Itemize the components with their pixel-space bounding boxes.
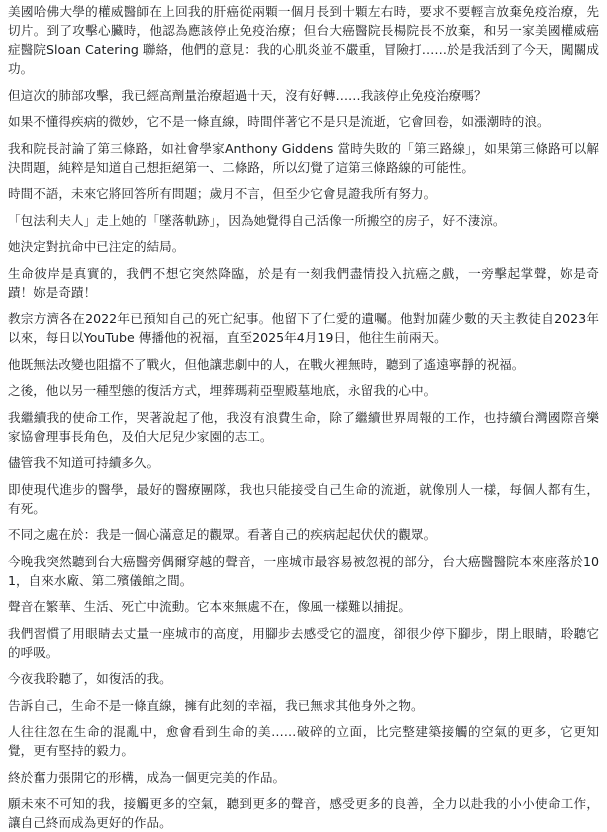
post-paragraph: 不同之處在於：我是一個心滿意足的觀眾。看著自己的疾病起起伏伏的觀眾。 xyxy=(8,527,437,542)
post-paragraph: 今晚我突然聽到台大癌醫旁偶爾穿越的聲音，一座城市最容易被忽視的部分，台大癌醫醫院本來座落於101，自來水廠、第二殯儀館之間。 xyxy=(8,553,599,588)
post-paragraph: 人往往忽在生命的混亂中，愈會看到生命的美……破碎的立面，比完整建築接觸的空氣的更多，它更知覺，更有堅持的毅力。 xyxy=(8,724,599,758)
post-paragraph: 她決定對抗命中已注定的結局。 xyxy=(8,239,185,254)
post-paragraph: 但這次的肺部攻擊，我已經高劑量治療超過十天，沒有好轉……我該停止免疫治療嗎？ xyxy=(8,87,487,103)
post-paragraph: 教宗方濟各在2022年已預知自己的死亡紀事。他留下了仁愛的遺囑。他對加薩少數的天主教徒自2023年以來，每日以YouTube 傳播他的祝福，直至2025年4月19日，他往生前兩天。 xyxy=(8,311,599,345)
post-paragraph: 如果不懂得疾病的微妙，它不是一條直線，時間伴著它不是只是流逝，它會回卷，如漲潮時的浪。 xyxy=(8,114,550,129)
post-paragraph: 聲音在繁華、生活、死亡中流動。它本來無處不在，像風一樣難以捕捉。 xyxy=(8,599,411,614)
post-paragraph: 「包法利夫人」走上她的「墜落軌跡」，因為她覺得自己活像一所搬空的房子，好不淒涼。 xyxy=(8,212,506,228)
post-paragraph: 之後，他以另一種型態的復活方式，埋葬瑪莉亞聖殿墓地底，永留我的心中。 xyxy=(8,383,437,398)
post-paragraph: 我繼續我的使命工作，哭著說起了他，我沒有浪費生命，除了繼續世界周報的工作，也持續台灣國際音樂家協會理事長角色，及伯大尼兒少家園的志工。 xyxy=(8,409,599,444)
post-paragraph: 生命彼岸是真實的，我們不想它突然降臨，於是有一刻我們盡情投入抗癌之戲，一旁擊起掌聲，妳是奇蹟！妳是奇蹟！ xyxy=(8,265,599,300)
post-paragraph: 美國哈佛大學的權威醫師在上回我的肝癌從兩顆一個月長到十顆左右時，要求不要輕言放棄免疫治療，先切片。到了攻擊心臟時，他認為應該停止免疫治療；但台大癌醫院長楊院長不放棄，和另一家美國權威癌症醫院Sloan Catering 聯絡，他們的意見：我的心肌炎並不嚴重，冒險打……於是我活到了今天，闖關成功。 xyxy=(8,4,599,76)
post-paragraph: 時間不語，未來它將回答所有問題；歲月不言，但至少它會見證我所有努力。 xyxy=(8,186,437,201)
post-paragraph: 終於奮力張開它的形構，成為一個更完美的作品。 xyxy=(8,769,286,785)
post-paragraph: 願未來不可知的我，接觸更多的空氣，聽到更多的聲音，感受更多的良善，全力以赴我的小小使命工作，讓自己終而成為更好的作品。 xyxy=(8,796,599,830)
post-paragraph: 他既無法改變也阻擋不了戰火，但他讓悲劇中的人，在戰火裡無時，聽到了遙遠寧靜的祝福。 xyxy=(8,356,525,372)
post-paragraph: 告訴自己，生命不是一條直線，擁有此刻的幸福，我已無求其他身外之物。 xyxy=(8,697,424,713)
post-paragraph: 即使現代進步的醫學，最好的醫療團隊，我也只能接受自己生命的流逝，就像別人一樣，每個人都有生，有死。 xyxy=(8,481,599,516)
post-paragraph: 今夜我聆聽了，如復活的我。 xyxy=(8,671,172,686)
post-paragraph: 儘管我不知道可持續多久。 xyxy=(8,455,160,470)
post-paragraph: 我們習慣了用眼睛去丈量一座城市的高度，用腳步去感受它的溫度，卻很少停下腳步，閉上眼睛，聆聽它的呼吸。 xyxy=(8,625,599,660)
post-paragraph: 我和院長討論了第三條路，如社會學家Anthony Giddens 當時失敗的「第三路線」，如果第三條路可以解決問題，純粹是知道自己想拒絕第一、二條路，所以幻覺了這第三條路線的可能性。 xyxy=(8,140,599,175)
